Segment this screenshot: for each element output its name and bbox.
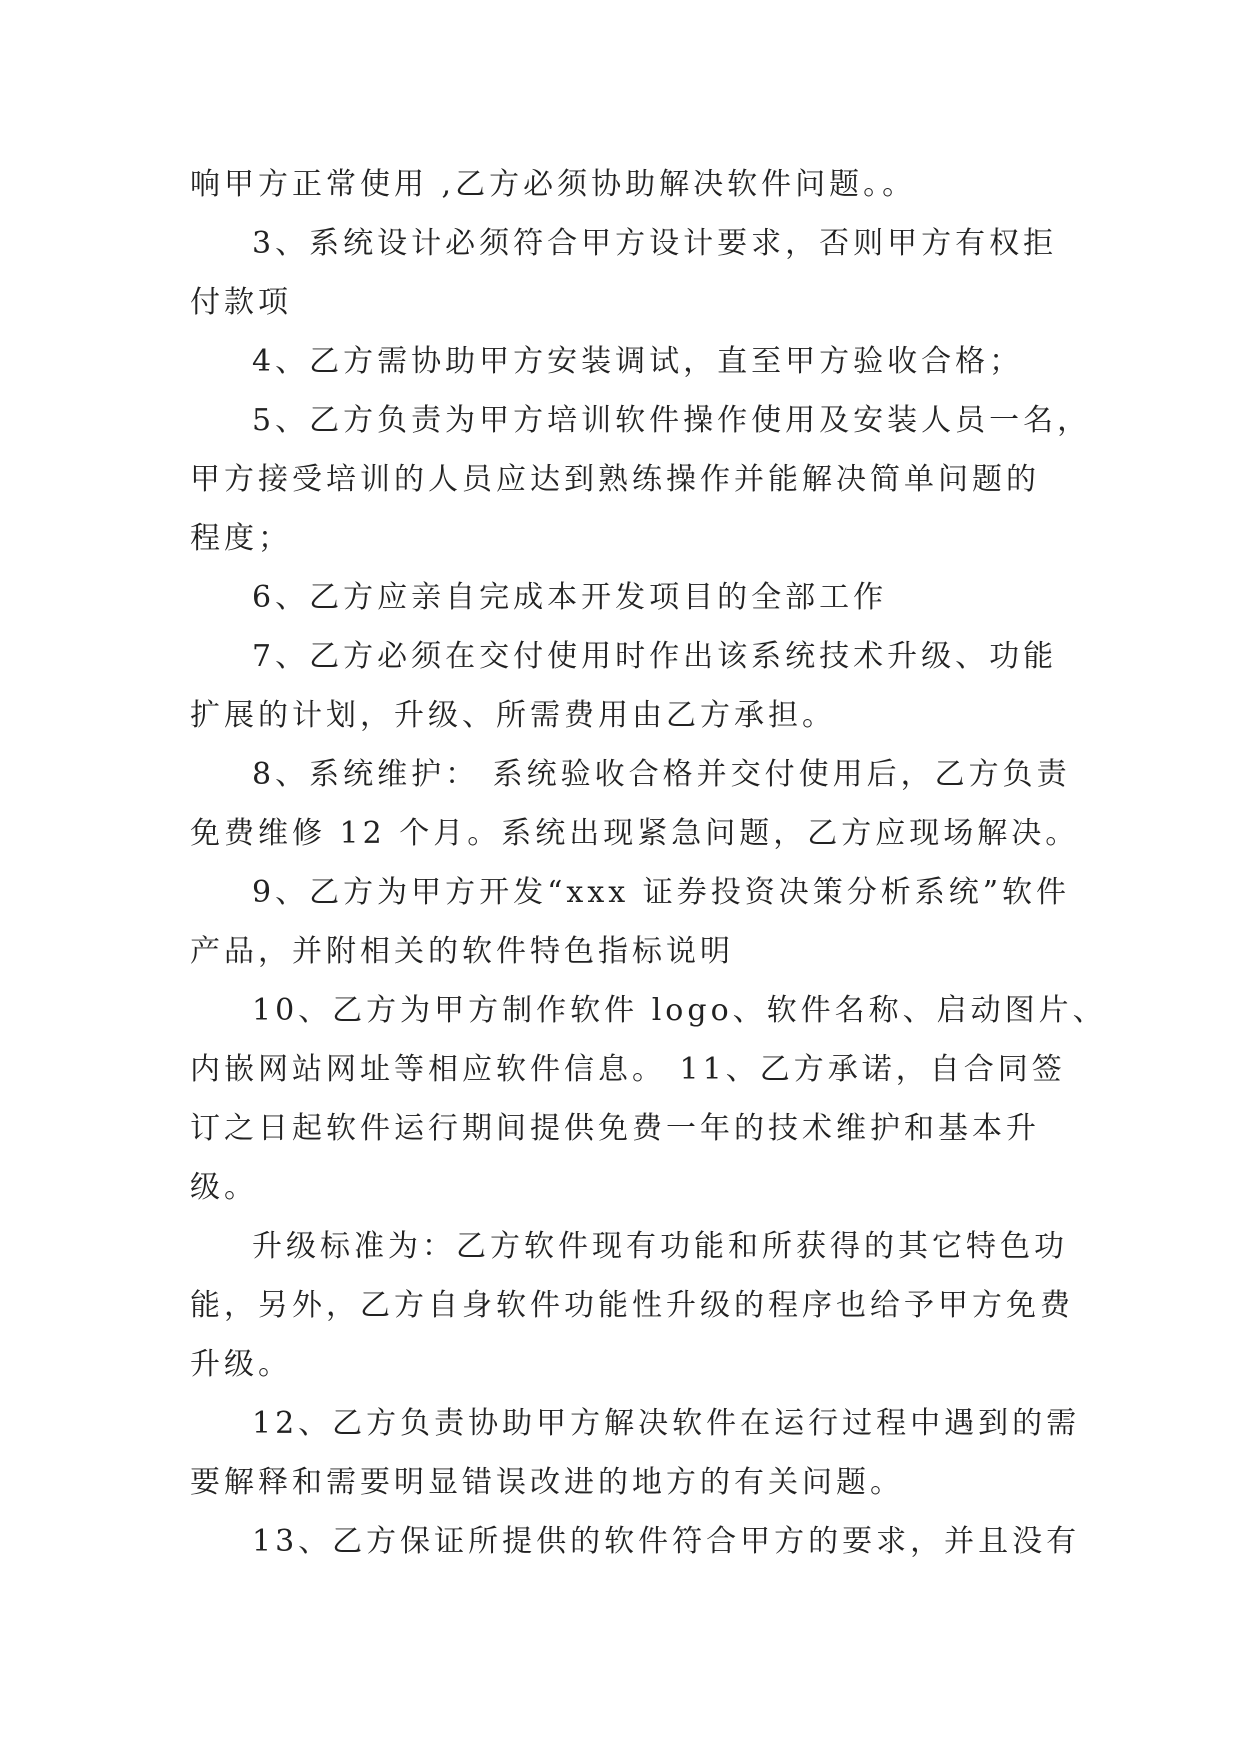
paragraph-first-line: 5、乙方负责为甲方培训软件操作使用及安装人员一名， bbox=[252, 403, 1092, 438]
paragraph-line: 扩展的计划，升级、所需费用由乙方承担。 bbox=[190, 698, 836, 733]
paragraph-first-line: 13、乙方保证所提供的软件符合甲方的要求，并且没有 bbox=[252, 1524, 1081, 1559]
contract-text-body bbox=[190, 155, 1107, 1571]
paragraph-line: 内嵌网站网址等相应软件信息。 11、乙方承诺，自合同签 bbox=[190, 1052, 1066, 1087]
paragraph-line: 程度； bbox=[190, 521, 292, 556]
paragraph-line: 产品，并附相关的软件特色指标说明 bbox=[190, 934, 734, 969]
paragraph-first-line: 10、乙方为甲方制作软件 logo、软件名称、启动图片、 bbox=[252, 993, 1107, 1028]
paragraph-line: 响甲方正常使用 ,乙方必须协助解决软件问题。。 bbox=[190, 167, 917, 202]
paragraph-line: 能，另外，乙方自身软件功能性升级的程序也给予甲方免费 bbox=[190, 1288, 1074, 1323]
paragraph-line: 要解释和需要明显错误改进的地方的有关问题。 bbox=[190, 1465, 904, 1500]
paragraph-line: 订之日起软件运行期间提供免费一年的技术维护和基本升 bbox=[190, 1111, 1040, 1146]
paragraph-first-line: 9、乙方为甲方开发“xxx 证券投资决策分析系统”软件 bbox=[252, 875, 1071, 910]
paragraph-line: 付款项 bbox=[190, 285, 292, 320]
paragraph-first-line: 8、系统维护： 系统验收合格并交付使用后，乙方负责 bbox=[252, 757, 1071, 792]
paragraph-first-line: 3、系统设计必须符合甲方设计要求，否则甲方有权拒 bbox=[252, 226, 1058, 261]
paragraph-first-line: 12、乙方负责协助甲方解决软件在运行过程中遇到的需 bbox=[252, 1406, 1081, 1441]
paragraph-first-line: 6、乙方应亲自完成本开发项目的全部工作 bbox=[252, 580, 888, 615]
paragraph-line: 免费维修 12 个月。系统出现紧急问题，乙方应现场解决。 bbox=[190, 816, 1080, 851]
paragraph-first-line: 4、乙方需协助甲方安装调试，直至甲方验收合格； bbox=[252, 344, 1024, 379]
paragraph-line: 级。 bbox=[190, 1170, 258, 1205]
paragraph-line: 升级。 bbox=[190, 1347, 292, 1382]
paragraph-first-line: 升级标准为：乙方软件现有功能和所获得的其它特色功 bbox=[252, 1229, 1068, 1264]
paragraph-line: 甲方接受培训的人员应达到熟练操作并能解决简单问题的 bbox=[190, 462, 1040, 497]
paragraph-first-line: 7、乙方必须在交付使用时作出该系统技术升级、功能 bbox=[252, 639, 1058, 674]
